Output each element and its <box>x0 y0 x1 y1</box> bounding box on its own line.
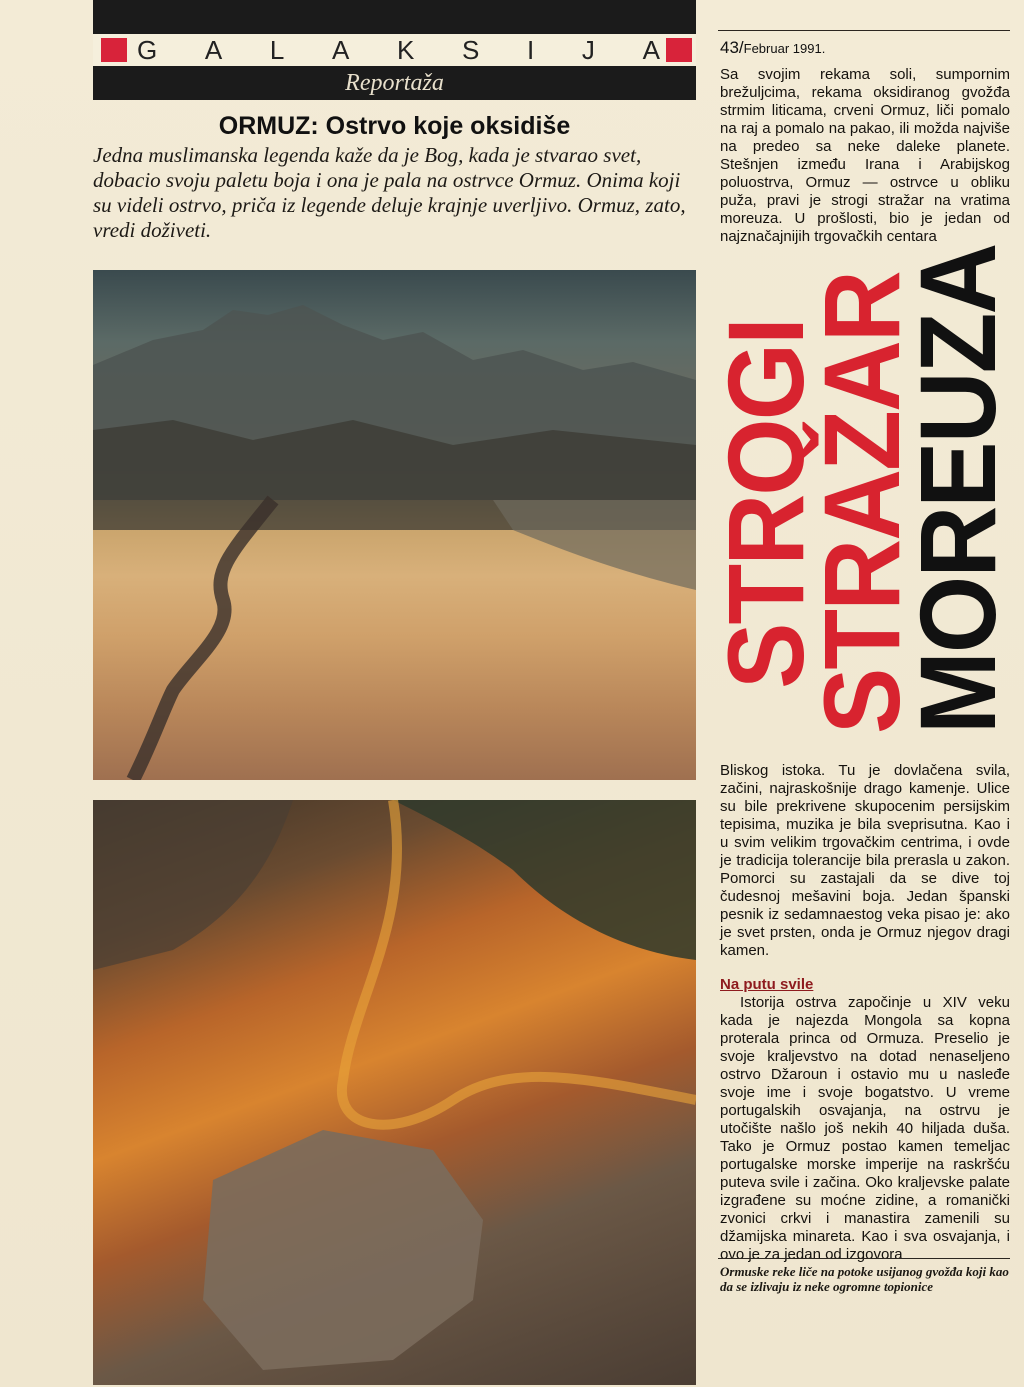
issue-info <box>720 38 825 58</box>
masthead-letter: K <box>397 35 415 65</box>
issue-date: Februar 1991. <box>743 41 826 56</box>
masthead-letter: G <box>137 35 158 65</box>
masthead-letter: A <box>642 35 660 65</box>
caption-rule <box>718 1258 1010 1259</box>
article-headline: ORMUZ: Ostrvo koje oksidiše <box>218 112 571 140</box>
vertical-title <box>705 244 1018 754</box>
masthead-letter: J <box>581 35 595 65</box>
body-subhead: Na putu svile <box>720 976 814 993</box>
body-paragraph: Sa svojim rekama soli, sumpornim brežuljcima, rekama oksidiranog gvožđa strmim liticama, crveni Ormuz, liči pomalo na raj a pomalo na pakao, ili možda najviše na predeo sa neke daleke planete. Stešnjen između Irana i Arabijskog poluostrva, Ormuz — ostrvce u obliku puža, pravi je strogi stražar na vratima moreuza. U prošlosti, bio je jedan od najznačajnijih trgovačkih centara <box>720 66 1010 245</box>
masthead-bar <box>93 34 696 68</box>
header-black-band <box>93 0 696 34</box>
masthead-red-block-left <box>101 38 127 62</box>
photo-island-landscape-graphic <box>93 270 696 780</box>
masthead-red-block-right <box>666 38 692 62</box>
issue-number: 43/ <box>720 38 744 57</box>
vertical-title-line: MOREUZA <box>897 244 1018 734</box>
vertical-title-line: STRAŽAR <box>801 272 922 734</box>
article-lede: Jedna muslimanska legenda kaže da je Bog, kada je stvarao svet, dobacio svoju paletu boja i ona je pala na ostrvce Ormuz. Onima koji su videli ostrvo, priča iz legende deluje krajnje uverljivo. Ormuz, zato, vredi doživeti. <box>93 143 686 242</box>
masthead-letter: S <box>462 35 480 65</box>
masthead-letter: I <box>527 35 535 65</box>
issue-rule <box>718 30 1010 31</box>
masthead-letters <box>137 35 660 66</box>
body-paragraph: Bliskog istoka. Tu je dovlačena svila, začini, najraskošnije drago kamenje. Ulice su bile prekrivene skupocenim persijskim tepisima, muzika je bila sveprisutna. Kao i u svim velikim trgovačkim centrima, i ovde je tradicija tolerancije bila prerasla u zakon. Pomorci su zastajali da se dive toj čudesnoj mešavini boja. Jedan španski pesnik iz sedamnaestog veka pisao je: ako je svet prsten, onda je Ormuz njegov dragi kamen. <box>720 762 1010 959</box>
photo-caption: Ormuske reke liče na potoke usijanog gvožđa koji kao da se izlivaju iz neke ogromne topionice <box>720 1264 1009 1294</box>
vertical-title-line: STROGI <box>705 319 826 689</box>
section-label: Reportaža <box>93 68 696 100</box>
photo-island-landscape <box>93 270 696 780</box>
masthead-letter: A <box>204 35 223 65</box>
photo-rust-river-graphic <box>93 800 696 1385</box>
masthead-letter: A <box>332 35 350 65</box>
masthead-letter: L <box>269 35 285 65</box>
body-paragraph: Istorija ostrva započinje u XIV veku kada je najezda Mongola sa kopna proterala princa od Ormuza. Preselio je svoje kraljevstvo na dotad nenaseljeno ostrvo Džaroun i ostavio mu u nasleđe svoje ime i svoje bogatstvo. U vreme portugalskih osvajanja, na ostrvu je utočište našlo još nekih 40 hiljada duša. Tako je Ormuz postao kamen temeljac portugalske morske imperije na raskršću puteva svile i začina. Oko kraljevske palate izgrađene su moćne zidine, a romanički zvonici crkvi i manastira zamenili su džamijska minareta. Kao i sva osvajanja, i ovo je za jedan od izgovora <box>720 994 1010 1263</box>
photo-rust-river <box>93 800 696 1385</box>
